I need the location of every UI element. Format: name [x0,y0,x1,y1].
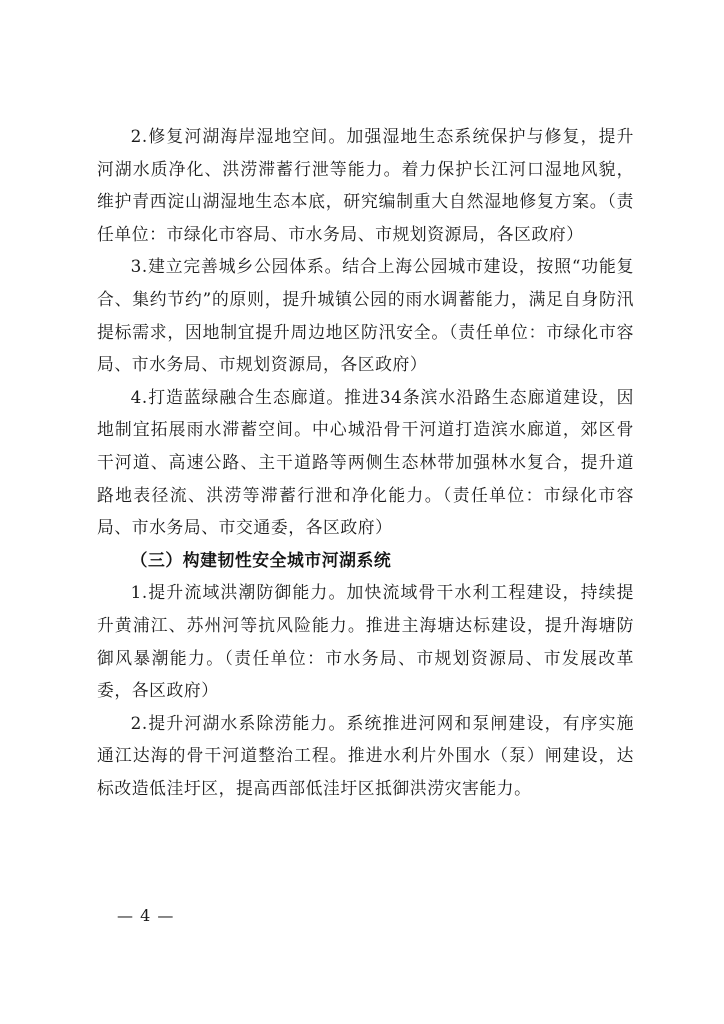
document-body [97,120,634,804]
paragraph-park-system: 3.建立完善城乡公园体系。结合上海公园城市建设，按照“功能复合、集约节约”的原则，提升城镇公园的雨水调蓄能力，满足自身防汛提标需求，因地制宜提升周边地区防汛安全。（责任单位：市绿化市容局、市水务局、市规划资源局，各区政府） [97,256,634,375]
paragraph-drainage-capacity: 2.提升河湖水系除涝能力。系统推进河网和泵闸建设，有序实施通江达海的骨干河道整治工程。推进水利片外围水（泵）闸建设，达标改造低洼圩区，提高西部低洼圩区抵御洪涝灾害能力。 [97,712,634,798]
section-heading: （三）构建韧性安全城市河湖系统 [130,549,392,570]
paragraph-ecological-corridor: 4.打造蓝绿融合生态廊道。推进34条滨水沿路生态廊道建设，因地制宜拓展雨水滞蓄空间。中心城沿骨干河道打造滨水廊道，郊区骨干河道、高速公路、主干道路等两侧生态林带加强林水复合，提升道路地表径流、洪涝等滞蓄行泄和净化能力。（责任单位：市绿化市容局、市水务局、市交通委，各区政府） [97,386,634,538]
paragraph-wetland-restoration: 2.修复河湖海岸湿地空间。加强湿地生态系统保护与修复，提升河湖水质净化、洪涝滞蓄行泄等能力。着力保护长江河口湿地风貌，维护青西淀山湖湿地生态本底，研究编制重大自然湿地修复方案。（责任单位：市绿化市容局、市水务局、市规划资源局，各区政府） [97,126,634,244]
page-number: — 4 — [117,906,175,925]
paragraph-flood-defense: 1.提升流域洪潮防御能力。加快流域骨干水利工程建设，持续提升黄浦江、苏州河等抗风险能力。推进主海塘达标建设，提升海塘防御风暴潮能力。（责任单位：市水务局、市规划资源局、市发展改革委，各区政府） [97,582,634,701]
